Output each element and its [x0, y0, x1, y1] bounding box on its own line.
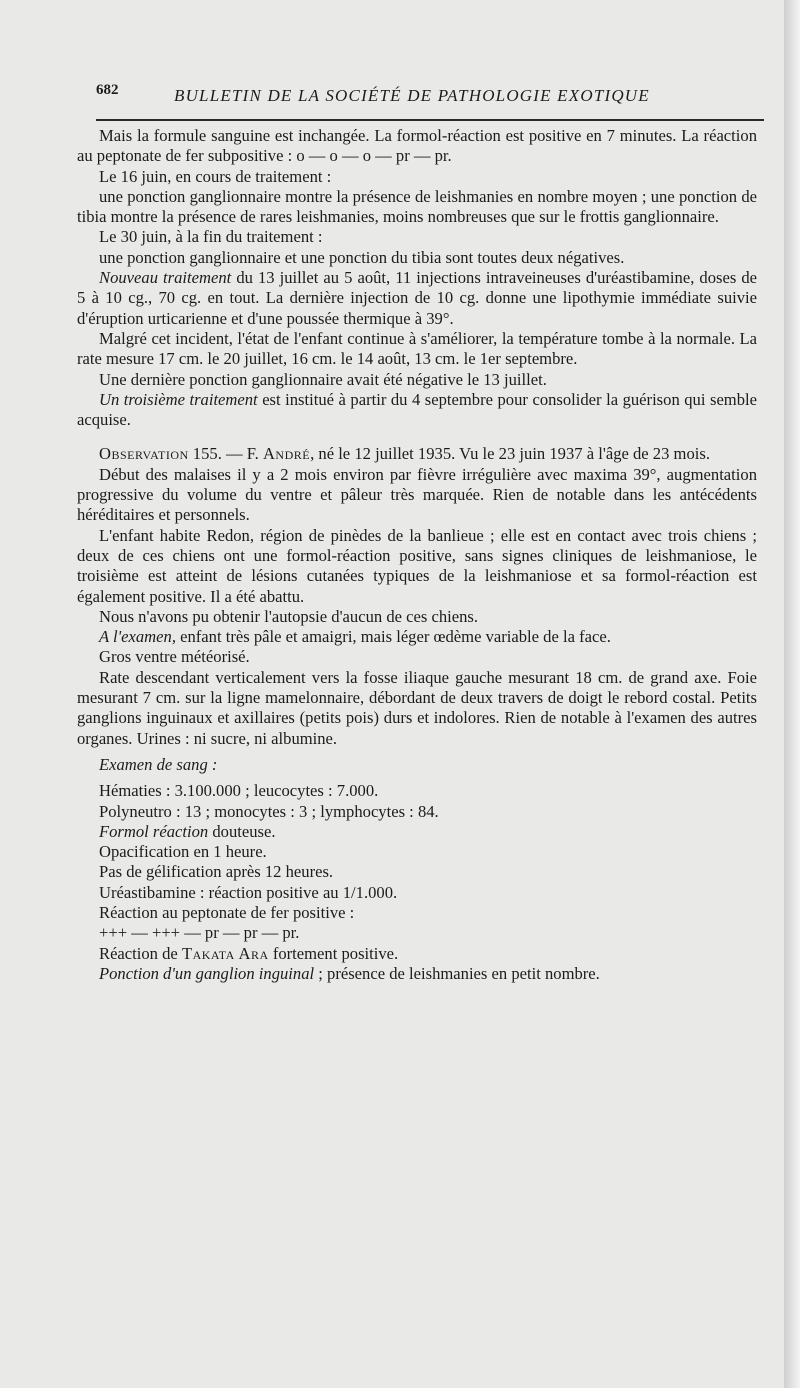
italic-lead: A l'examen, — [99, 627, 176, 647]
paragraph: Le 16 juin, en cours de traitement : — [99, 166, 332, 186]
paragraph: Une dernière ponction ganglionnaire avait été négative le 13 juillet. — [99, 369, 547, 389]
page-number: 682 — [96, 82, 119, 98]
italic-lead: Formol réaction — [99, 821, 209, 841]
page-header — [96, 80, 761, 110]
paragraph: une ponction ganglionnaire montre la présence de leishmanies en nombre moyen ; une ponction de tibia montre la présence de rares leishmanies, moins nombreuses que sur le frottis ganglionnaire. — [77, 186, 757, 227]
observation-label: Observation — [99, 444, 189, 464]
lab-line: +++ — +++ — pr — pr — pr. — [99, 923, 300, 943]
paragraph — [77, 627, 757, 647]
paragraph: Nous n'avons pu obtenir l'autopsie d'aucun de ces chiens. — [99, 606, 479, 626]
paragraph: L'enfant habite Redon, région de pinèdes de la banlieue ; elle est en contact avec trois chiens ; deux de ces chiens ont une formol-réaction positive, sans signes cliniques de leishmaniose, le troisième est atteint de lésions cutanées typiques de la leishmaniose et sa formol-réaction est également positive. Il a été abattu. — [77, 525, 757, 606]
paragraph: Le 30 juin, à la fin du traitement : — [99, 227, 323, 247]
paragraph — [77, 964, 757, 984]
paragraph: Mais la formule sanguine est inchangée. La formol-réaction est positive en 7 minutes. La réaction au peptonate de fer subpositive : o — o — o — pr — pr. — [77, 126, 757, 166]
author-name: Takata Ara — [181, 943, 269, 963]
paragraph: Début des malaises il y a 2 mois environ par fièvre irrégulière avec maxima 39°, augmentation progressive du volume du ventre et pâleur très marquée. Rien de notable dans les antécédents héréditaires et personnels. — [77, 464, 757, 525]
lab-line-text: Réaction de — [99, 943, 182, 963]
paragraph — [77, 268, 757, 329]
lab-line: Polyneutro : 13 ; monocytes : 3 ; lymphocytes : 84. — [99, 801, 439, 821]
paragraph-text: est institué à partir du 4 septembre pour consolider la guérison qui semble acquise. — [77, 389, 757, 430]
blood-exam-heading-text: Examen de sang : — [99, 754, 218, 774]
paragraph — [77, 390, 757, 431]
article-body — [77, 126, 757, 984]
running-title: BULLETIN DE LA SOCIÉTÉ DE PATHOLOGIE EXOTIQUE — [174, 86, 650, 105]
lab-line-text: fortement positive. — [268, 943, 399, 963]
italic-lead: Un troisième traitement — [99, 389, 258, 409]
paragraph: Rate descendant verticalement vers la fosse iliaque gauche mesurant 18 cm. de grand axe. Foie mesurant 7 cm. sur la ligne mamelonnaire, débordant de deux travers de doigt le rebord costal. Petits ganglions inguinaux et axillaires (petits pois) durs et indolores. Rien de notable à l'examen des autres organes. Urines : ni sucre, ni albumine. — [77, 667, 757, 748]
italic-lead: Ponction d'un ganglion inguinal — [99, 963, 315, 983]
lab-line: Hématies : 3.100.000 ; leucocytes : 7.000. — [99, 781, 379, 801]
paragraph: Gros ventre météorisé. — [99, 647, 250, 667]
paragraph: une ponction ganglionnaire et une ponction du tibia sont toutes deux négatives. — [99, 247, 625, 267]
lab-line: Uréastibamine : réaction positive au 1/1.000. — [99, 882, 398, 902]
paragraph-text: du 13 juillet au 5 août, 11 injections intraveineuses d'uréastibamine, doses de 5 à 10 cg., 70 cg. en tout. La dernière injection de 10 cg. donne une lipothymie immédiate suivie d'éruption urticarienne et d'une poussée thermique à 39°. — [77, 268, 758, 328]
paragraph: Malgré cet incident, l'état de l'enfant continue à s'améliorer, la température tombe à la normale. La rate mesure 17 cm. le 20 juillet, 16 cm. le 14 août, 13 cm. le 1er septembre. — [77, 328, 757, 369]
observation-heading — [77, 444, 757, 464]
observation-text: , né le 12 juillet 1935. Vu le 23 juin 1937 à l'âge de 23 mois. — [310, 444, 710, 464]
lab-line: Pas de gélification après 12 heures. — [99, 862, 334, 882]
paragraph-text: enfant très pâle et amaigri, mais léger œdème variable de la face. — [175, 627, 611, 647]
blood-exam-heading — [77, 755, 757, 775]
section-gap — [77, 430, 757, 444]
header-rule — [96, 119, 764, 121]
italic-lead: Nouveau traitement — [99, 268, 232, 288]
lab-line-text: douteuse. — [208, 821, 276, 841]
paragraph-text: ; présence de leishmanies en petit nombre. — [314, 963, 600, 983]
lab-line: Réaction au peptonate de fer positive : — [99, 902, 355, 922]
patient-name: André — [262, 444, 311, 464]
page-edge — [784, 0, 800, 1388]
lab-line: Opacification en 1 heure. — [99, 842, 267, 862]
observation-number: 155. — F. — [188, 444, 263, 464]
lab-line — [77, 944, 757, 964]
lab-line — [77, 822, 757, 842]
